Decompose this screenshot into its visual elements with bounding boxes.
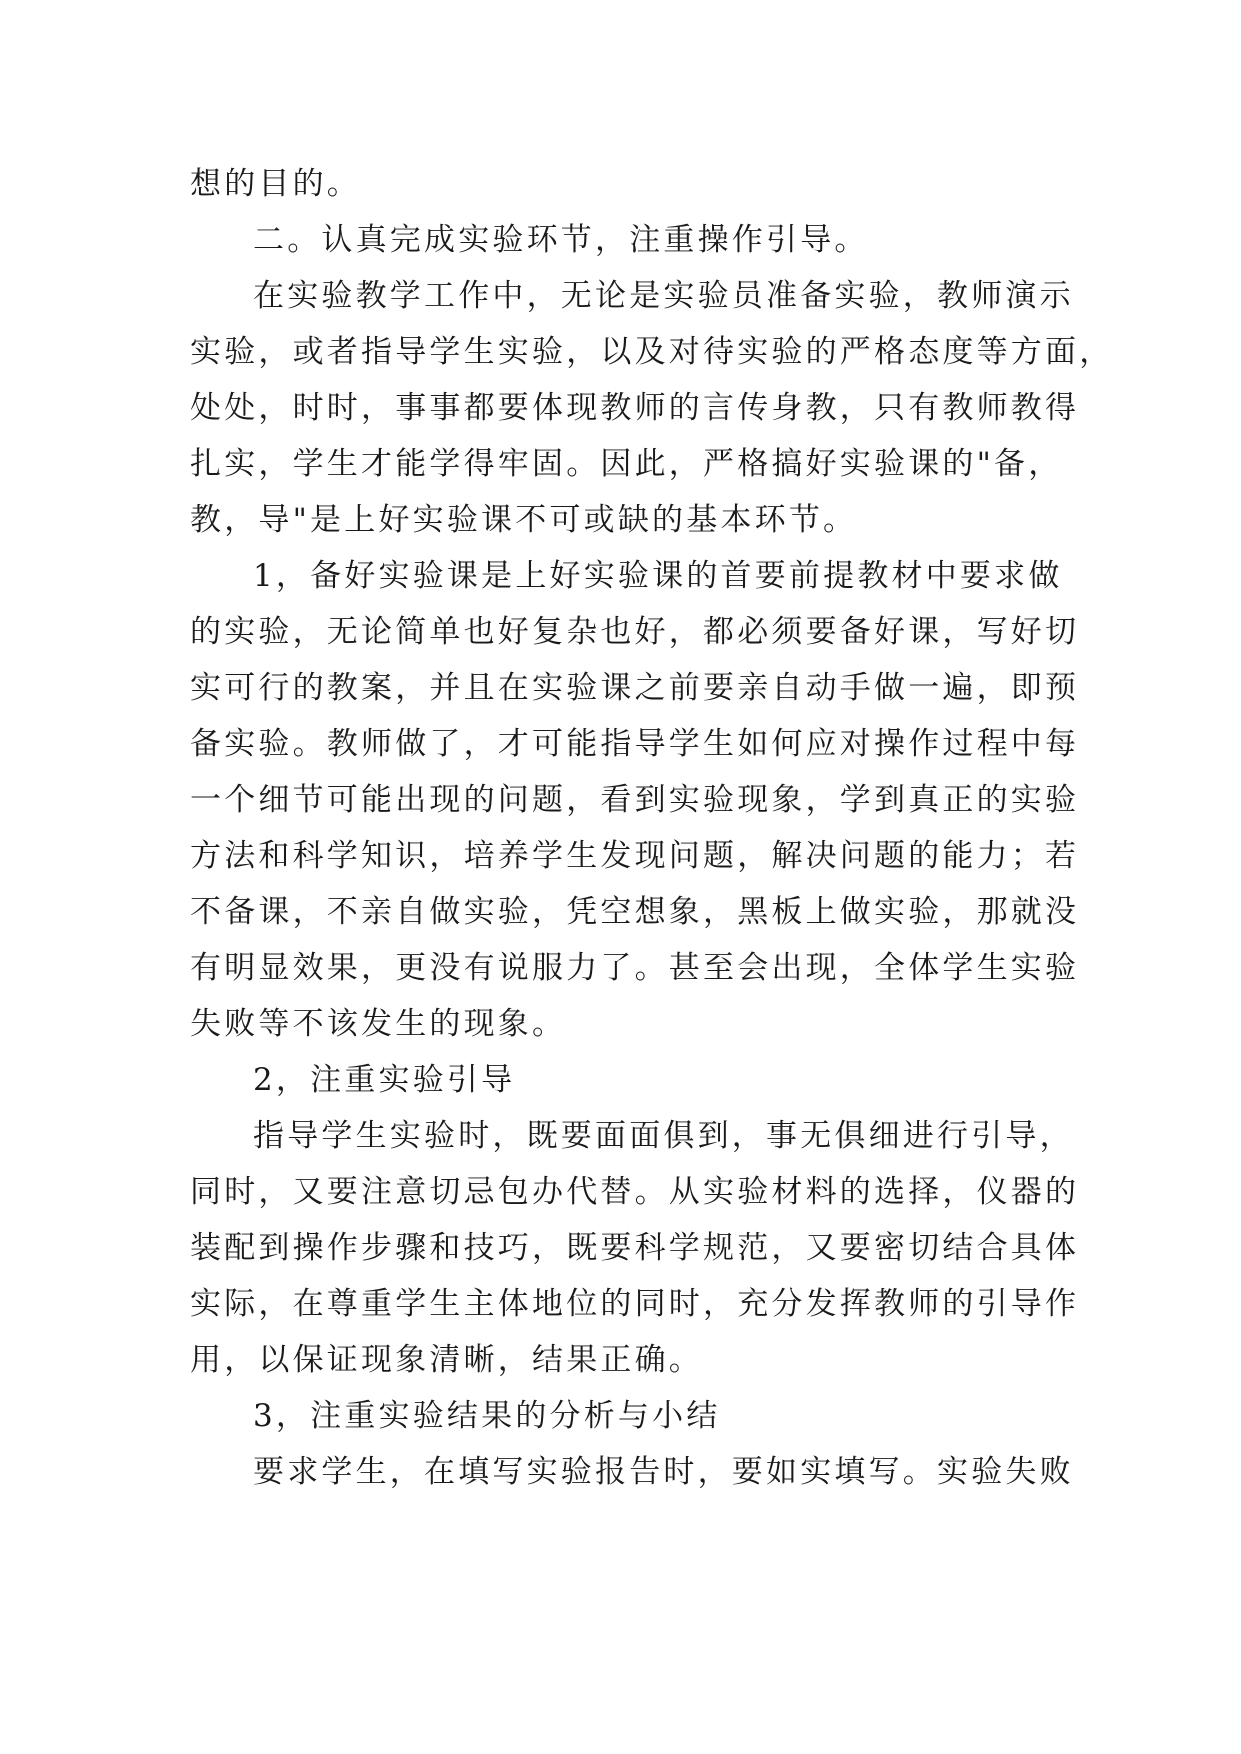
text-line: 在实验教学工作中，无论是实验员准备实验，教师演示 (253, 278, 1074, 314)
text-line: 不备课，不亲自做实验，凭空想象，黑板上做实验，那就没 (190, 894, 1080, 930)
text-line: 处处，时时，事事都要体现教师的言传身教，只有教师教得 (190, 390, 1080, 426)
text-line: 的实验，无论简单也好复杂也好，都必须要备好课，写好切 (190, 614, 1080, 650)
text-line: 用，以保证现象清晰，结果正确。 (190, 1342, 703, 1378)
text-line: 方法和科学知识，培养学生发现问题，解决问题的能力；若 (190, 838, 1080, 874)
text-line: 一个细节可能出现的问题，看到实验现象，学到真正的实验 (190, 782, 1080, 818)
text-line: 实可行的教案，并且在实验课之前要亲自动手做一遍，即预 (190, 670, 1080, 706)
text-line: 备实验。教师做了，才可能指导学生如何应对操作过程中每 (190, 726, 1080, 762)
section-heading: 二。认真完成实验环节，注重操作引导。 (253, 222, 869, 258)
section-heading: 3，注重实验结果的分析与小结 (253, 1398, 721, 1434)
text-line: 教，导"是上好实验课不可或缺的基本环节。 (190, 502, 858, 538)
text-line: 指导学生实验时，既要面面俱到，事无俱细进行引导， (253, 1118, 1074, 1154)
section-heading: 2，注重实验引导 (253, 1062, 516, 1098)
text-line: 有明显效果，更没有说服力了。甚至会出现，全体学生实验 (190, 950, 1080, 986)
text-line: 实际，在尊重学生主体地位的同时，充分发挥教师的引导作 (190, 1286, 1080, 1322)
text-line: 同时，又要注意切忌包办代替。从实验材料的选择，仪器的 (190, 1174, 1080, 1210)
text-line: 要求学生，在填写实验报告时，要如实填写。实验失败 (253, 1454, 1074, 1490)
text-line: 装配到操作步骤和技巧，既要科学规范，又要密切结合具体 (190, 1230, 1080, 1266)
text-line: 想的目的。 (190, 166, 361, 202)
text-line: 扎实，学生才能学得牢固。因此，严格搞好实验课的"备， (190, 446, 1063, 482)
text-line: 失败等不该发生的现象。 (190, 1006, 567, 1042)
text-line: 1，备好实验课是上好实验课的首要前提教材中要求做 (253, 558, 1063, 594)
text-line: 实验，或者指导学生实验，以及对待实验的严格态度等方面， (190, 334, 1114, 370)
